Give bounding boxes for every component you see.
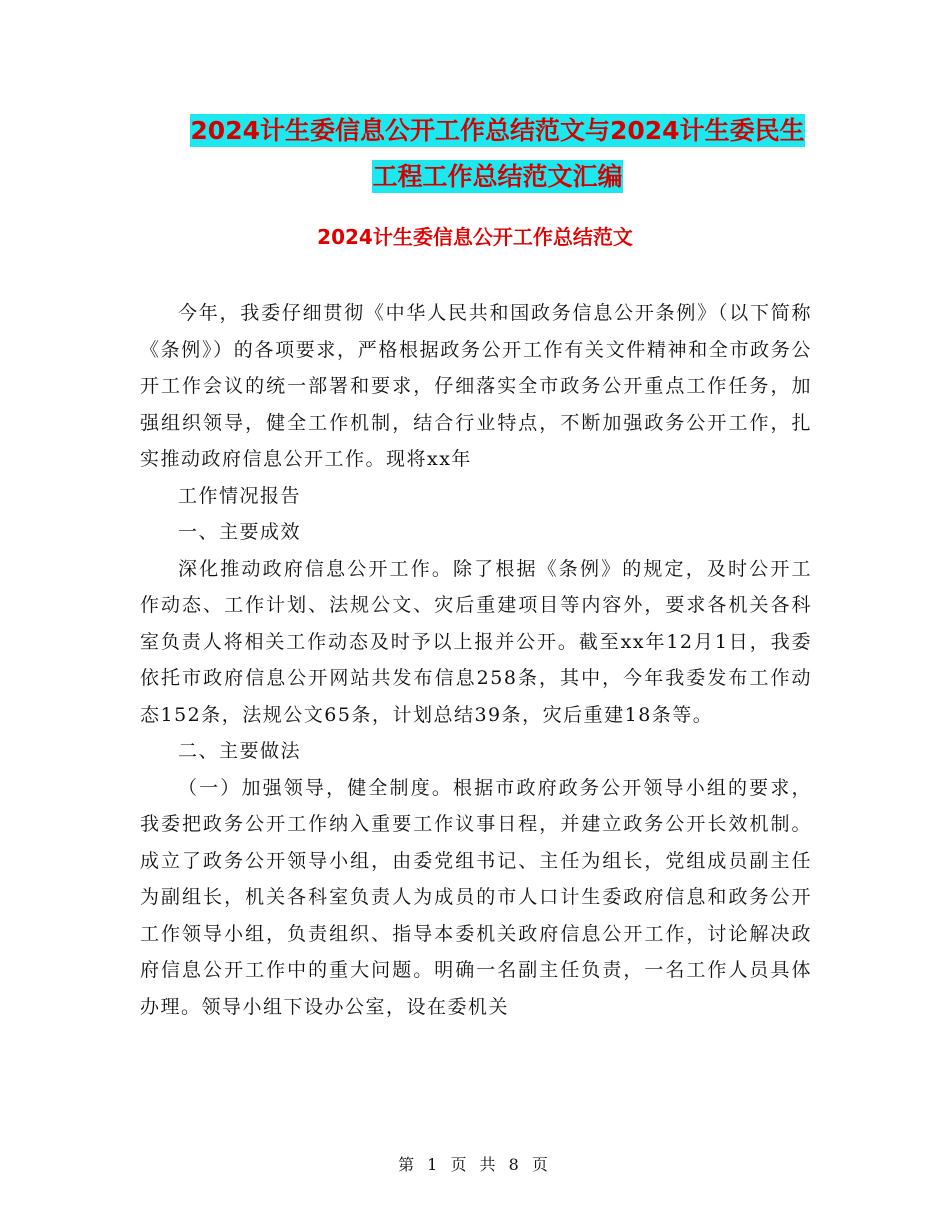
heading-main-methods: 二、主要做法 xyxy=(178,740,302,762)
document-body xyxy=(140,295,812,1025)
paragraph-methods: （一）加强领导，健全制度。根据市政府政务公开领导小组的要求，我委把政务公开工作纳入重要工作议事日程，并建立政务公开长效机制。成立了政务公开领导小组，由委党组书记、主任为组长，党组成员副主任为副组长，机关各科室负责人为成员的市人口计生委政府信息和政务公开工作领导小组，负责组织、指导本委机关政府信息公开工作，讨论解决政府信息公开工作中的重大问题。明确一名副主任负责，一名工作人员具体办理。领导小组下设办公室，设在委机关 xyxy=(140,776,812,1018)
paragraph-intro: 今年，我委仔细贯彻《中华人民共和国政务信息公开条例》（以下简称《条例》）的各项要求，严格根据政务公开工作有关文件精神和全市政务公开工作会议的统一部署和要求，仔细落实全市政务公开重点工作任务，加强组织领导，健全工作机制，结合行业特点，不断加强政务公开工作，扎实推动政府信息公开工作。现将xx年 xyxy=(140,302,812,470)
main-title-line-2: 工程工作总结范文汇编 xyxy=(372,162,623,191)
heading-main-results: 一、主要成效 xyxy=(178,521,302,543)
paragraph-results: 深化推动政府信息公开工作。除了根据《条例》的规定，及时公开工作动态、工作计划、法规公文、灾后重建项目等内容外，要求各机关各科室负责人将相关工作动态及时予以上报并公开。截至xx年12月1日，我委依托市政府信息公开网站共发布信息258条，其中，今年我委发布工作动态152条，法规公文65条，计划总结39条，灾后重建18条等。 xyxy=(140,557,812,726)
document-main-title xyxy=(140,108,855,200)
main-title-line-1: 2024计生委信息公开工作总结范文与2024计生委民生 xyxy=(190,116,805,145)
section-title: 2024计生委信息公开工作总结范文 xyxy=(317,225,633,249)
page-footer: 第 1 页 共 8 页 xyxy=(398,1155,552,1174)
paragraph-report-heading: 工作情况报告 xyxy=(178,484,302,507)
